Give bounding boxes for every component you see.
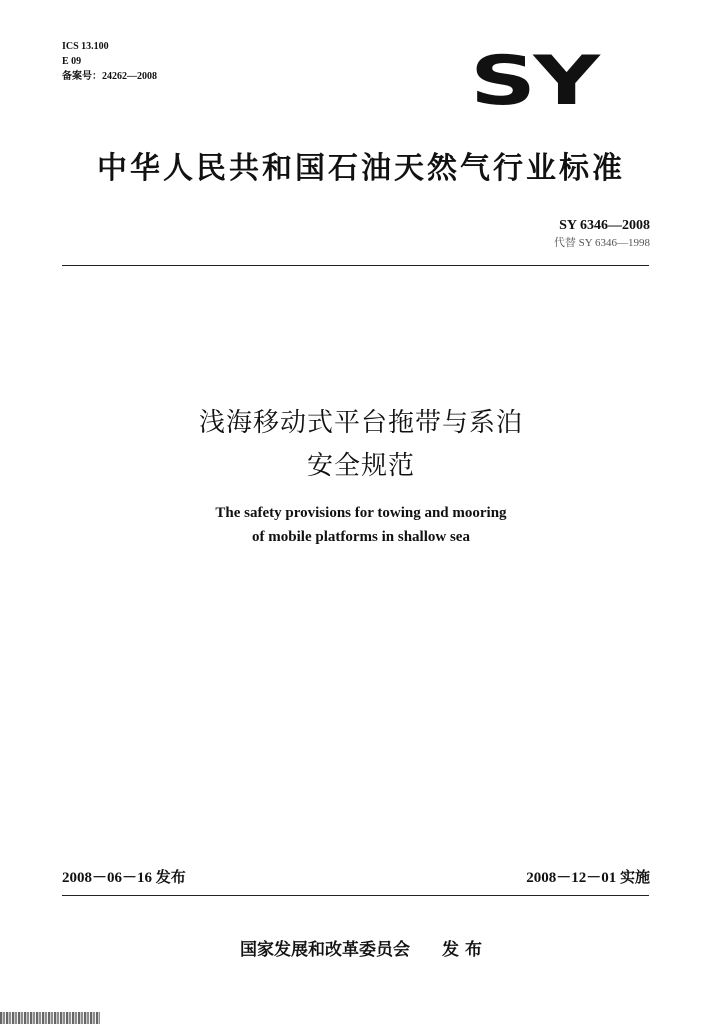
- ics-code: ICS 13.100: [62, 41, 109, 52]
- title-en-line1: The safety provisions for towing and mooring: [215, 505, 507, 521]
- sy-logo: SY: [470, 42, 598, 121]
- top-divider: [62, 265, 649, 266]
- record-number: 备案号：24262—2008: [62, 71, 157, 82]
- standard-number: SY 6346—2008: [559, 218, 650, 233]
- issue-date: 2008－06－16 发布: [62, 870, 186, 886]
- document-metadata: [62, 39, 157, 84]
- title-cn-line2: 安全规范: [306, 451, 415, 481]
- publish-action: 发 布: [442, 940, 482, 960]
- scan-artifact: [0, 1012, 100, 1024]
- bottom-divider: [62, 895, 649, 896]
- category-code: E 09: [62, 56, 82, 67]
- standard-title: 中华人民共和国石油天然气行业标准: [97, 151, 625, 186]
- implement-date: 2008－12－01 实施: [526, 870, 650, 886]
- title-cn-line1: 浅海移动式平台拖带与系泊: [198, 408, 523, 438]
- title-en-line2: of mobile platforms in shallow sea: [252, 529, 470, 545]
- standard-number-block: [554, 217, 650, 251]
- publisher: [0, 935, 722, 960]
- publisher-name: 国家发展和改革委员会: [240, 940, 411, 960]
- replaces-standard: 代替 SY 6346—1998: [553, 237, 650, 249]
